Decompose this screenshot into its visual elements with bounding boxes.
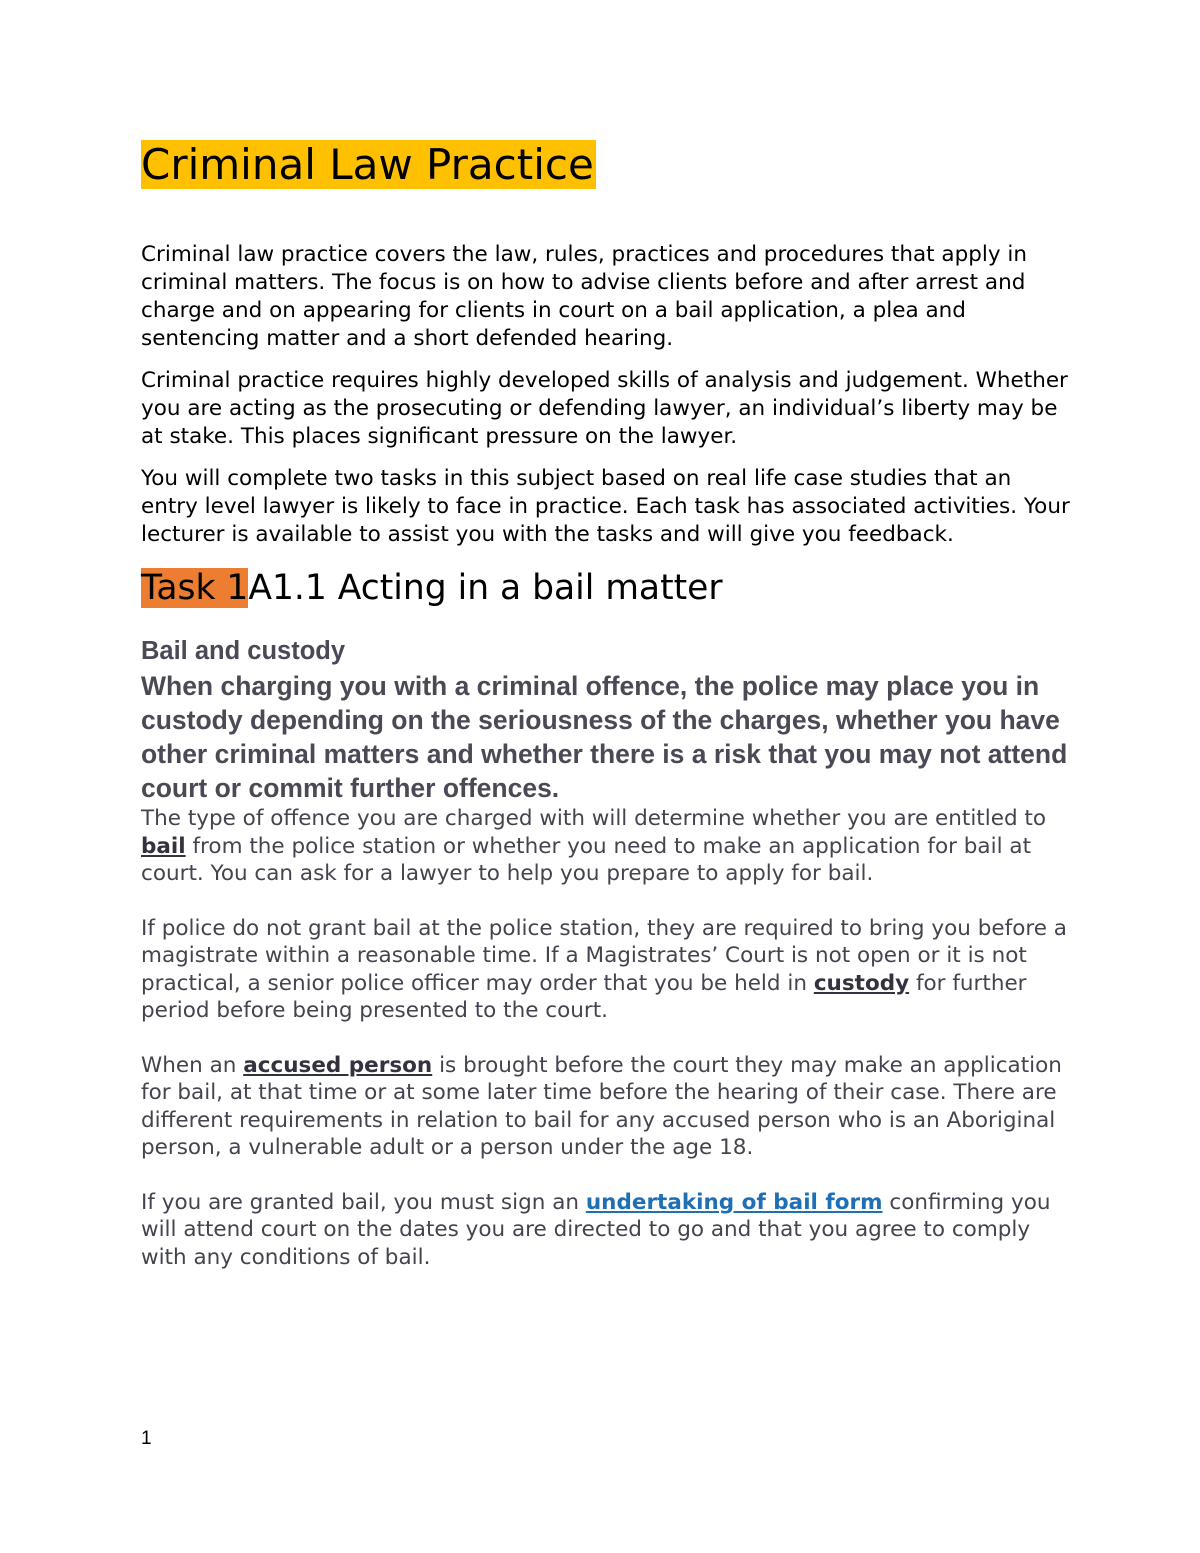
bail-heading: Bail and custody — [141, 637, 346, 665]
bail-paragraph-2 — [141, 915, 1071, 1025]
bail-term-link[interactable]: bail — [141, 833, 186, 859]
title-highlight: Criminal Law Practice — [141, 140, 594, 189]
text-span: confirming you will attend court on the dates you are directed to go and that you agree to comply with any conditions of bail. — [141, 1189, 1051, 1270]
task-title: A1.1 Acting in a bail matter — [248, 568, 723, 608]
page-content — [141, 135, 1071, 1298]
intro-paragraph-2: Criminal practice requires highly developed skills of analysis and judgement. Whether you are acting as the prosecuting or defending lawyer, an individual’s liberty may be at stake. This places significant pressure on the lawyer. — [141, 368, 1068, 449]
intro-section — [141, 241, 1071, 549]
bail-paragraph-3 — [141, 1052, 1071, 1162]
text-span: The type of offence you are charged with will determine whether you are entitled to — [141, 806, 1047, 831]
text-span: When an — [141, 1052, 244, 1078]
text-span: If police do not grant bail at the police station, they are required to bring you before a magistrate within a reasonable time. If a Magistrates’ Court is not open or it is not practical, a senior police officer may order that you be held in — [141, 915, 1067, 996]
task-heading — [141, 563, 1071, 613]
page-number: 1 — [141, 1428, 152, 1449]
intro-paragraph-1: Criminal law practice covers the law, rules, practices and procedures that apply in criminal matters. The focus is on how to advise clients before and after arrest and charge and on appearing for clients in court on a bail application, a plea and sentencing matter and a short defended hearing. — [141, 242, 1028, 351]
bail-lead-paragraph: When charging you with a criminal offence, the police may place you in custody depending on the seriousness of the charges, whether you have other criminal matters and whether there is a risk that you may not attend court or commit further offences. — [141, 671, 1068, 803]
text-span: is brought before the court they may make an application for bail, at that time or at some later time before the hearing of their case. There are different requirements in relation to bail for any accused person who is an Aboriginal person, a vulnerable adult or a person under the age 18. — [141, 1052, 1062, 1160]
task-label-highlight: Task 1 — [141, 568, 249, 608]
text-span: for further period before being presented to the court. — [141, 970, 1027, 1023]
bail-section — [141, 633, 1071, 1271]
text-span: If you are granted bail, you must sign an — [141, 1189, 586, 1215]
text-span: from the police station or whether you need to make an application for bail at court. You can ask for a lawyer to help you prepare to apply for bail. — [141, 833, 1031, 886]
custody-term-link[interactable]: custody — [813, 970, 910, 996]
bail-paragraph-1 — [141, 805, 1071, 888]
accused-person-term-link[interactable]: accused person — [243, 1052, 433, 1078]
intro-paragraph-3: You will complete two tasks in this subject based on real life case studies that an entry level lawyer is likely to face in practice. Each task has associated activities. Your lecturer is available to assist you with the tasks and will give you feedback. — [141, 466, 1070, 547]
bail-paragraph-4 — [141, 1189, 1071, 1272]
undertaking-of-bail-form-link[interactable]: undertaking of bail form — [585, 1189, 883, 1215]
document-title — [141, 135, 1071, 195]
